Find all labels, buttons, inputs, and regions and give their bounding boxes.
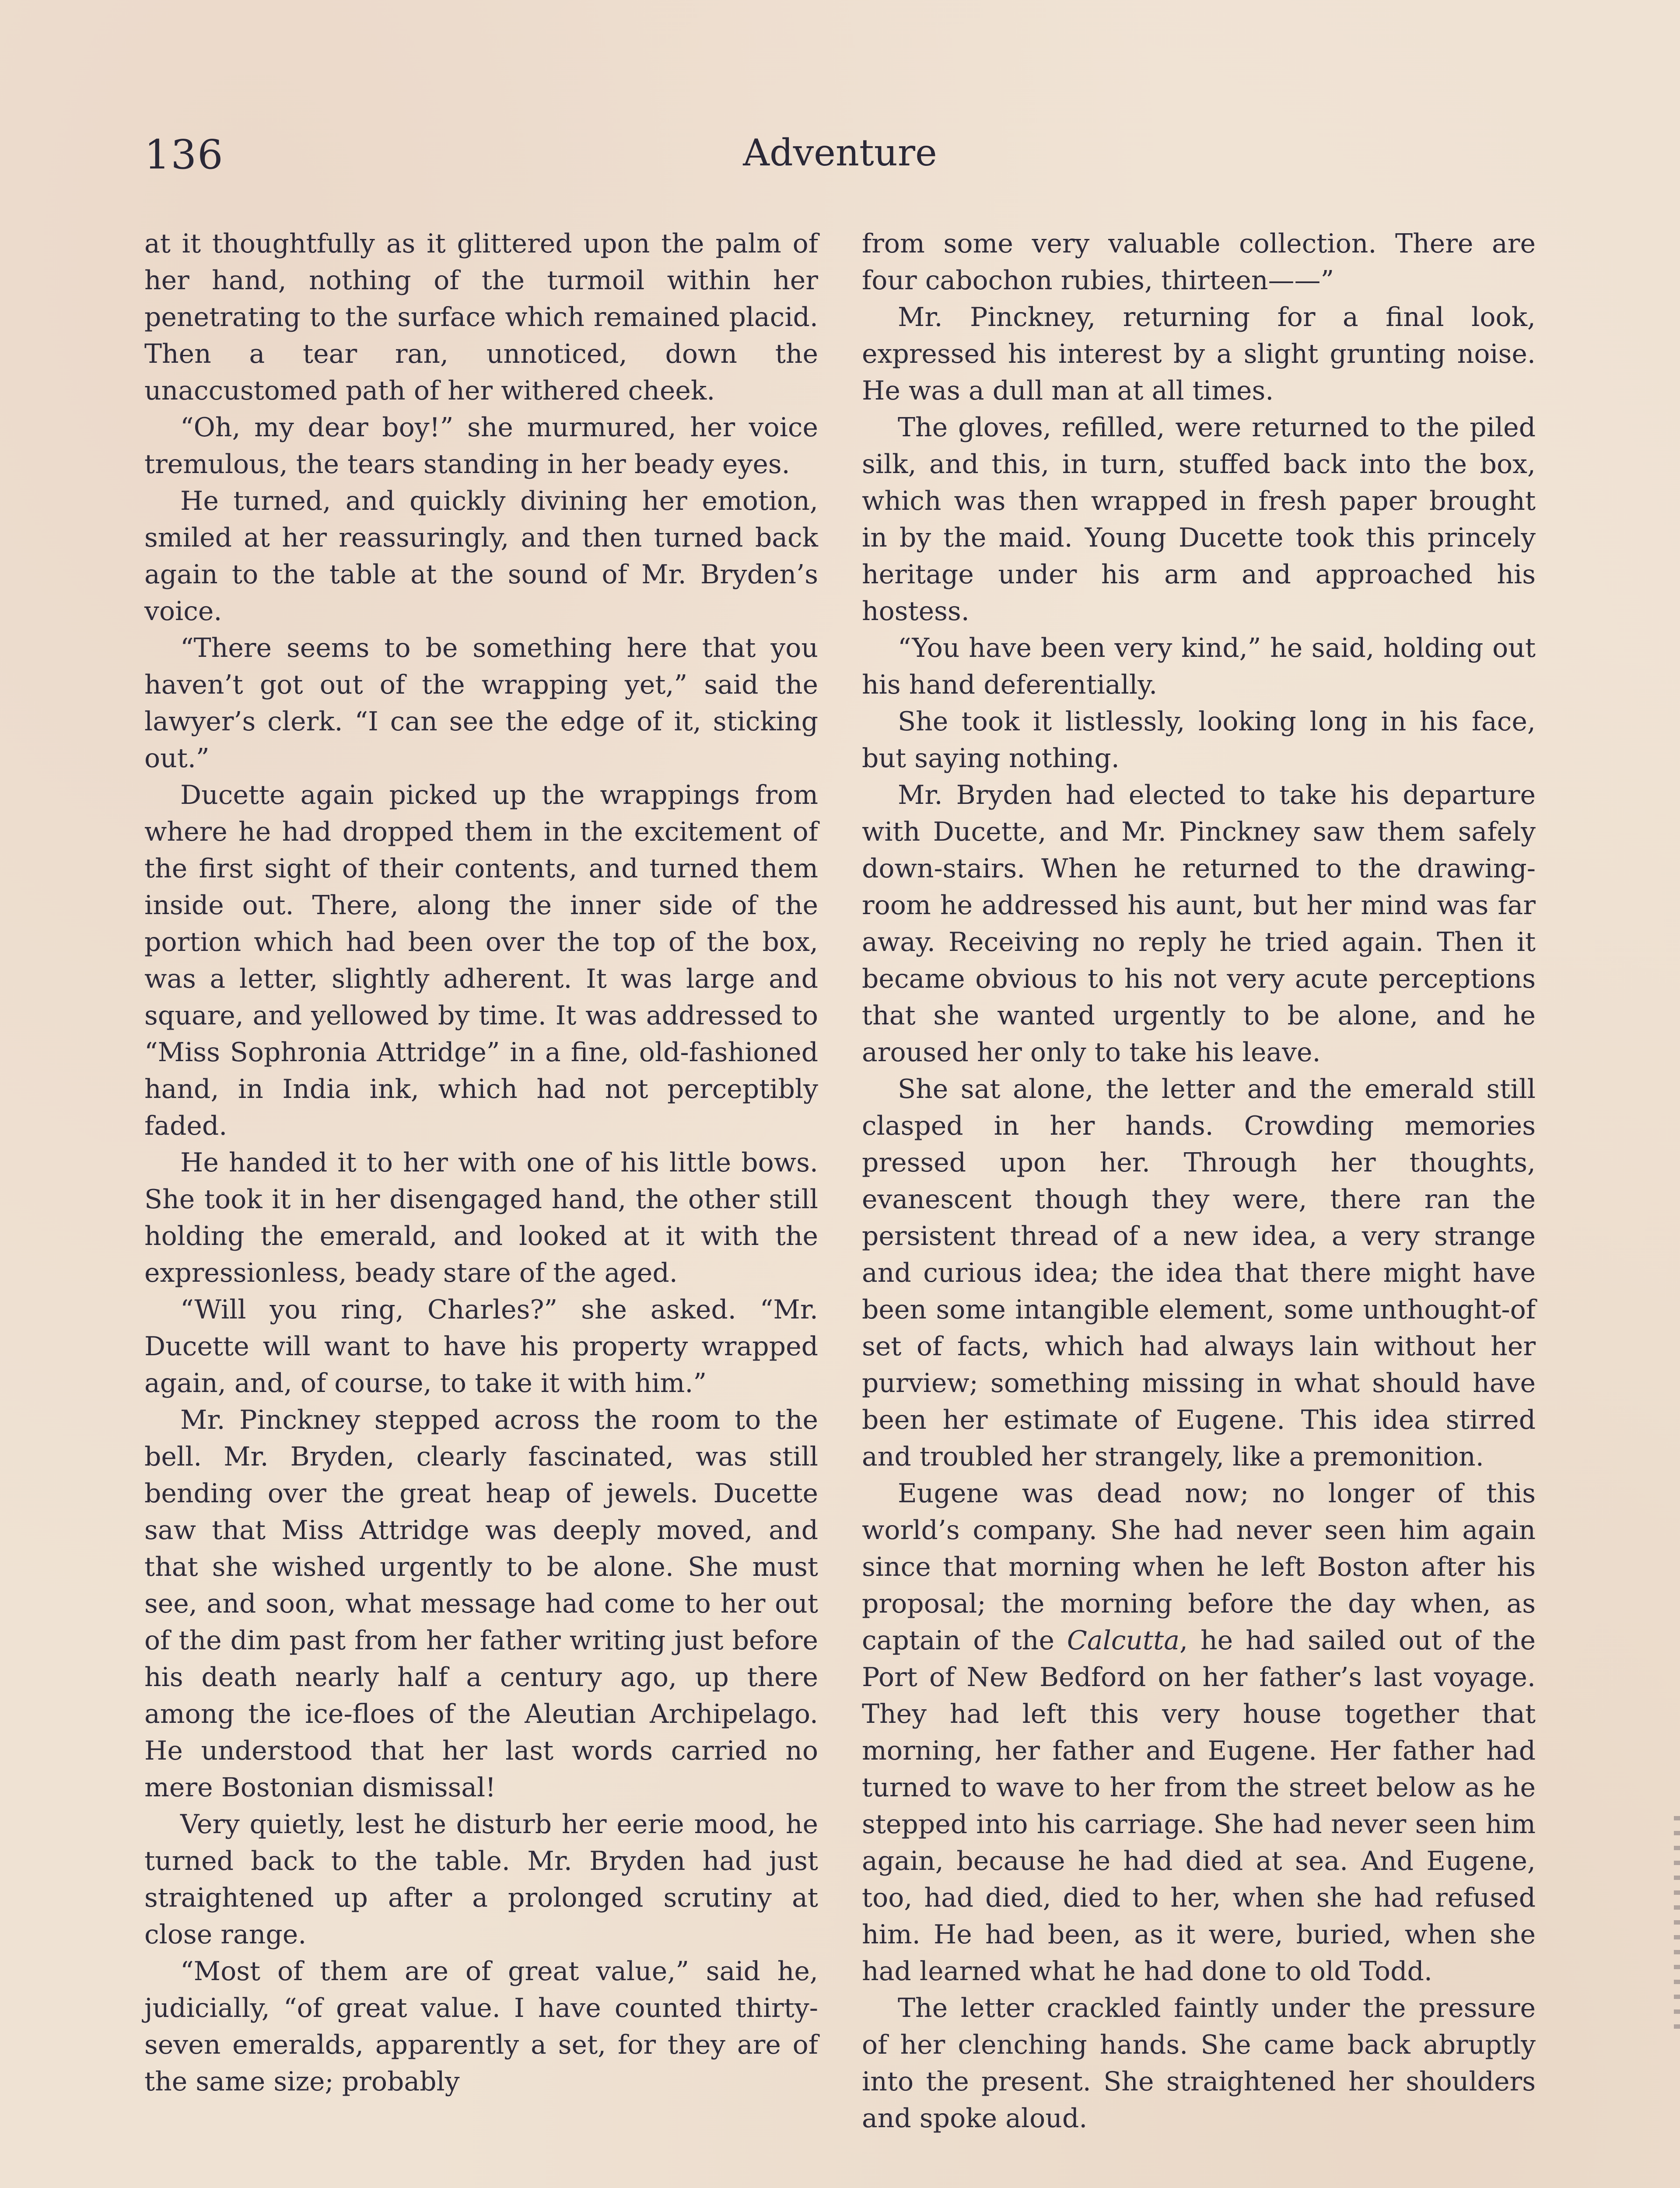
paragraph: He handed it to her with one of his little bows. She took it in her disengaged hand, the other still holding the emerald, and looked at it with the expressionless, beady stare of the aged. [144,1147,818,1288]
paragraph: “You have been very kind,” he said, holding out his hand deferentially. [862,633,1536,700]
paragraph: Mr. Bryden had elected to take his departure with Ducette, and Mr. Pinckney saw them safely down-stairs. When he returned to the drawing-room he addressed his aunt, but her mind was far away. Receiving no reply he tried again. Then it became obvious to his not very acute perceptions that she wanted urgently to be alone, and he aroused her only to take his leave. [862,780,1536,1068]
paragraph: Ducette again picked up the wrappings from where he had dropped them in the excitement of the first sight of their contents, and turned them inside out. There, along the inner side of the portion which had been over the top of the box, was a letter, slightly adherent. It was large and square, and yellowed by time. It was addressed to “Miss Sophronia Attridge” in a fine, old-fashioned hand, in India ink, which had not perceptibly faded. [144,780,818,1141]
ship-name: Calcutta [1067,1625,1180,1656]
paragraph-text: Eugene was dead now; no longer of this world’s company. She had never seen him again since that morning when he left Boston after his proposal; the morning before the day when, as captain of the [862,1478,1536,1656]
right-column [862,225,1536,2137]
magazine-page [144,127,1536,2188]
page-header [144,127,1536,193]
page-number: 136 [144,131,224,178]
paragraph: She took it listlessly, looking long in his face, but saying nothing. [862,706,1536,774]
running-title: Adventure [743,131,937,174]
paragraph: Mr. Pinckney stepped across the room to the bell. Mr. Bryden, clearly fascinated, was still bending over the great heap of jewels. Ducette saw that Miss Attridge was deeply moved, and that she wished urgently to be alone. She must see, and soon, what message had come to her out of the dim past from her father writing just before his death nearly half a century ago, up there among the ice-floes of the Aleutian Archipelago. He understood that her last words carried no mere Bostonian dismissal! [144,1405,818,1803]
paragraph: “Will you ring, Charles?” she asked. “Mr. Ducette will want to have his property wrapped again, and, of course, to take it with him.” [144,1294,818,1399]
paragraph: The letter crackled faintly under the pressure of her clenching hands. She came back abruptly into the present. She straightened her shoulders and spoke aloud. [862,1993,1536,2134]
paragraph [862,1475,1536,1990]
paragraph-text: , he had sailed out of the Port of New Bedford on her father’s last voyage. They had left this very house together that morning, her father and Eugene. Her father had turned to wave to her from the street below as he stepped into his carriage. She had never seen him again, because he had died at sea. And Eugene, too, had died, died to her, when she had refused him. He had been, as it were, buried, when she had learned what he had done to old Todd. [862,1625,1536,1987]
paragraph: She sat alone, the letter and the emerald still clasped in her hands. Crowding memories pressed upon her. Through her thoughts, evanescent though they were, there ran the persistent thread of a new idea, a very strange and curious idea; the idea that there might have been some intangible element, some unthought-of set of facts, which had always lain without her purview; something missing in what should have been her estimate of Eugene. This idea stirred and troubled her strangely, like a premonition. [862,1074,1536,1472]
paragraph: “Oh, my dear boy!” she murmured, her voice tremulous, the tears standing in her beady eyes. [144,412,818,480]
paragraph: Mr. Pinckney, returning for a final look, expressed his interest by a slight grunting noise. He was a dull man at all times. [862,302,1536,406]
paragraph: The gloves, refilled, were returned to the piled silk, and this, in turn, stuffed back into the box, which was then wrapped in fresh paper brought in by the maid. Young Ducette took this princely heritage under his arm and approached his hostess. [862,412,1536,627]
paragraph: Very quietly, lest he disturb her eerie mood, he turned back to the table. Mr. Bryden had just straightened up after a prolonged scrutiny at close range. [144,1809,818,1950]
paragraph: He turned, and quickly divining her emotion, smiled at her reassuringly, and then turned back again to the table at the sound of Mr. Bryden’s voice. [144,486,818,627]
paragraph: “Most of them are of great value,” said he, judicially, “of great value. I have counted thirty-seven emeralds, apparently a set, for they are of the same size; probably [144,1956,818,2097]
paragraph: from some very valuable collection. There are four cabochon rubies, thirteen——” [862,228,1536,296]
paragraph: “There seems to be something here that you haven’t got out of the wrapping yet,” said the lawyer’s clerk. “I can see the edge of it, sticking out.” [144,633,818,774]
left-column [144,225,818,2100]
paragraph: at it thoughtfully as it glittered upon the palm of her hand, nothing of the turmoil within her penetrating to the surface which remained placid. Then a tear ran, unnoticed, down the unaccustomed path of her withered cheek. [144,228,818,406]
page-edge-marks [1674,1816,1680,2035]
